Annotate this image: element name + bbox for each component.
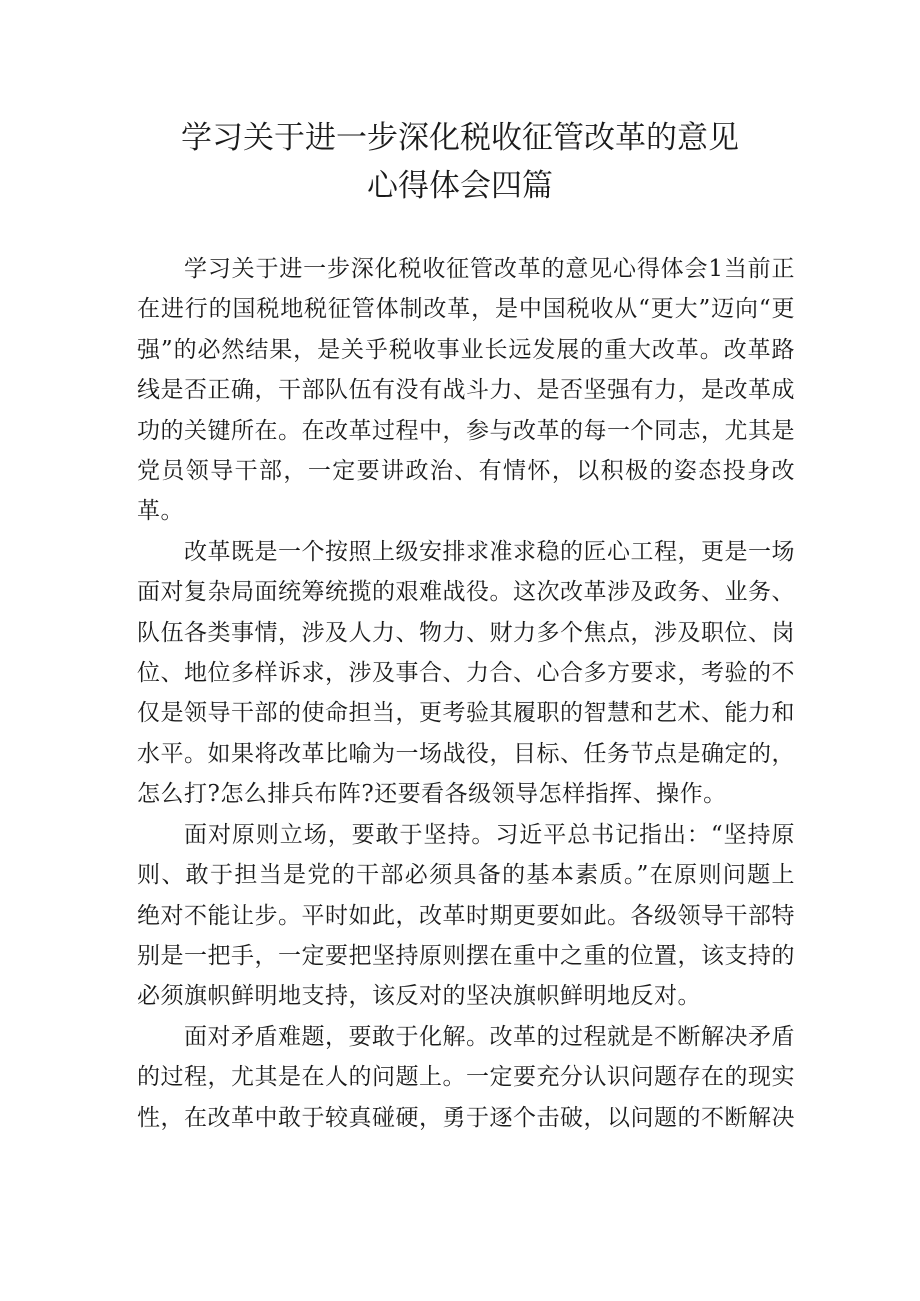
- document-body: [137, 249, 795, 1138]
- paragraph-1: 学习关于进一步深化税收征管改革的意见心得体会1当前正在进行的国税地税征管体制改革，是中国税收从“更大”迈向“更强”的必然结果，是关乎税收事业长远发展的重大改革。改革路线是否正确，干部队伍有没有战斗力、是否坚强有力，是改革成功的关键所在。在改革过程中，参与改革的每一个同志，尤其是党员领导干部，一定要讲政治、有情怀，以积极的姿态投身改革。: [137, 256, 795, 525]
- paragraph-3: 面对原则立场，要敢于坚持。习近平总书记指出：“坚持原则、敢于担当是党的干部必须具备的基本素质。”在原则问题上绝对不能让步。平时如此，改革时期更要如此。各级领导干部特别是一把手，一定要把坚持原则摆在重中之重的位置，该支持的必须旗帜鲜明地支持，该反对的坚决旗帜鲜明地反对。: [137, 821, 795, 1010]
- paragraph-2: 改革既是一个按照上级安排求准求稳的匠心工程，更是一场面对复杂局面统筹统揽的艰难战役。这次改革涉及政务、业务、队伍各类事情，涉及人力、物力、财力多个焦点，涉及职位、岗位、地位多样诉求，涉及事合、力合、心合多方要求，考验的不仅是领导干部的使命担当，更考验其履职的智慧和艺术、能力和水平。如果将改革比喻为一场战役，目标、任务节点是确定的，怎么打?怎么排兵布阵?还要看各级领导怎样指挥、操作。: [137, 538, 795, 808]
- document-title-line-1: 学习关于进一步深化税收征管改革的意见: [181, 120, 739, 156]
- paragraph-4: 面对矛盾难题，要敢于化解。改革的过程就是不断解决矛盾的过程，尤其是在人的问题上。一定要充分认识问题存在的现实性，在改革中敢于较真碰硬，勇于逐个击破，以问题的不断解决: [137, 1023, 795, 1131]
- document-title-line-2: 心得体会四篇: [367, 168, 553, 204]
